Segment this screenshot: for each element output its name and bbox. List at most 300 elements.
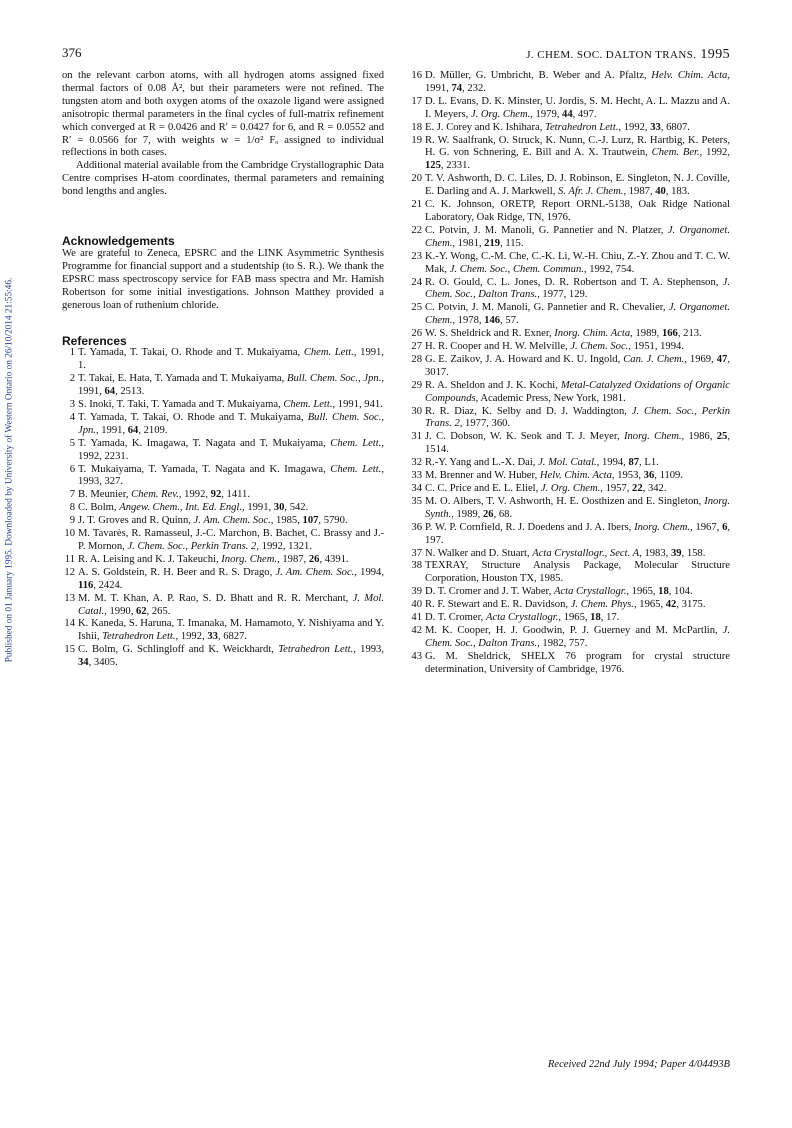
reference-number: 24	[411, 276, 422, 288]
reference-number: 27	[411, 341, 422, 353]
reference-text	[425, 122, 730, 135]
reference-item	[409, 625, 730, 651]
reference-journal: Chem. Ber.	[651, 147, 700, 159]
reference-journal: Tetrahedron Lett.	[545, 121, 619, 133]
reference-pages: , 542.	[284, 502, 309, 514]
reference-item	[62, 554, 384, 567]
download-stamp	[2, 150, 16, 790]
reference-number: 7	[69, 489, 75, 501]
reference-details: , 1992, 1321.	[256, 541, 312, 552]
reference-text	[425, 380, 730, 406]
reference-pages: , 2331.	[440, 160, 471, 172]
reference-authors: D. T. Cromer,	[425, 612, 486, 624]
reference-number: 36	[411, 521, 422, 533]
reference-journal: J. Chem. Soc., Dalton Trans.	[425, 624, 730, 649]
reference-journal: Angew. Chem., Int. Ed. Engl.	[119, 502, 243, 514]
reference-journal: Chem. Rev.	[131, 489, 179, 501]
reference-details: , 1978,	[452, 315, 485, 327]
reference-number: 29	[411, 379, 422, 391]
reference-authors: R. F. Stewart and E. R. Davidson,	[425, 599, 571, 611]
reference-number: 22	[411, 224, 422, 236]
reference-details: , 1991, 1.	[78, 347, 384, 372]
reference-pages: , 342.	[642, 483, 667, 494]
reference-details: , 1991,	[78, 373, 384, 398]
reference-pages: , 3017.	[425, 353, 730, 378]
reference-item	[409, 251, 730, 277]
reference-journal: Inorg. Chem.	[221, 553, 278, 565]
reference-authors: R. O. Gould, C. L. Jones, D. R. Robertson and T. A. Stephenson,	[425, 276, 723, 288]
reference-authors: T. Takai, E. Hata, T. Yamada and T. Mukaiyama,	[78, 373, 287, 385]
reference-volume: 18	[658, 586, 669, 598]
reference-journal: Helv. Chim. Acta	[539, 470, 612, 482]
acknowledgements-text: We are grateful to Zeneca, EPSRC and the LINK Asymmetric Synthesis Programme for financial support and a studentship (to S. R.). We thank the EPSRC mass spectroscopy service for FAB mass spectra and Mr. Hamish Robertson for some initial investigations. Johnson Matthey provided a generous loan of ruthenium chloride.	[62, 247, 384, 311]
reference-number: 26	[411, 328, 422, 340]
reference-authors: M. M. T. Khan, A. P. Rao, S. D. Bhatt and R. R. Merchant,	[78, 592, 353, 604]
reference-item	[409, 599, 730, 612]
reference-details: , 1991,	[425, 70, 730, 94]
reference-authors: T. Yamada, K. Imagawa, T. Nagata and T. Mukaiyama,	[78, 437, 331, 449]
reference-item	[62, 528, 384, 554]
reference-volume: 42	[665, 599, 677, 611]
reference-text	[425, 586, 730, 599]
reference-pages: , 115.	[500, 237, 524, 249]
reference-journal: S. Afr. J. Chem.	[558, 186, 624, 198]
reference-journal: Tetrahedron Lett.	[278, 644, 354, 656]
reference-text	[425, 548, 730, 561]
reference-item	[409, 277, 730, 303]
reference-details: , 1993, 327.	[78, 463, 384, 488]
reference-journal: Chem. Lett.	[303, 347, 354, 359]
reference-number: 10	[64, 528, 75, 540]
reference-authors: D. L. Evans, D. K. Minster, U. Jordis, S. M. Hecht, A. L. Mazzu and A. I. Meyers,	[425, 95, 730, 120]
reference-details: , 1957,	[600, 483, 633, 494]
reference-journal: Acta Crystallogr.	[485, 612, 559, 624]
reference-volume: 26	[482, 508, 494, 520]
reference-journal: J. Organomet. Chem.	[425, 302, 731, 327]
reference-text	[78, 489, 384, 502]
reference-volume: 62	[135, 605, 147, 617]
reference-journal: J. Org. Chem.	[540, 483, 601, 494]
reference-text	[425, 483, 730, 496]
reference-number: 19	[411, 134, 422, 146]
reference-journal: Inorg. Chem.	[634, 521, 691, 533]
reference-item	[409, 470, 730, 483]
reference-journal: Chem. Lett.	[330, 463, 382, 475]
reference-text	[425, 457, 730, 470]
reference-details: , 1981,	[452, 237, 485, 249]
reference-text	[425, 96, 730, 122]
reference-item	[409, 522, 730, 548]
reference-details: , 1951, 1994.	[628, 341, 684, 353]
reference-authors: T. Mukaiyama, T. Yamada, T. Nagata and K. Imagawa,	[78, 463, 331, 475]
reference-details: , Academic Press, New York, 1981.	[475, 392, 626, 404]
reference-pages: , L1.	[639, 457, 659, 469]
reference-number: 37	[411, 547, 422, 559]
reference-number: 14	[64, 618, 75, 630]
reference-text	[78, 412, 384, 438]
reference-pages: , 104.	[668, 586, 693, 598]
reference-pages: , 232.	[462, 82, 486, 94]
reference-authors: R. A. Sheldon and J. K. Kochi,	[425, 379, 561, 391]
reference-text	[425, 431, 730, 457]
reference-volume: 64	[127, 424, 139, 436]
reference-text	[78, 593, 384, 619]
reference-item	[62, 644, 384, 670]
acknowledgements-heading: Acknowledgements	[62, 234, 175, 249]
reference-item	[409, 354, 730, 380]
reference-item	[62, 347, 384, 373]
reference-item	[409, 483, 730, 496]
reference-volume: 40	[655, 186, 666, 198]
reference-number: 39	[411, 586, 422, 598]
reference-text	[425, 251, 730, 277]
reference-number: 16	[411, 70, 422, 81]
reference-authors: C. Potvin, J. M. Manoli, G. Pannetier and R. Chevalier,	[425, 302, 669, 314]
reference-volume: 116	[78, 579, 94, 591]
reference-item	[409, 302, 730, 328]
reference-journal: Tetrahedron Lett.	[102, 631, 176, 643]
reference-authors: M. O. Albers, T. V. Ashworth, H. E. Oosthizen and E. Singleton,	[425, 495, 705, 507]
reference-number: 33	[411, 470, 422, 482]
reference-volume: 30	[273, 502, 285, 514]
reference-journal: Metal-Catalyzed Oxidations of Organic Compounds	[425, 379, 730, 404]
reference-authors: C. Bolm,	[78, 502, 120, 514]
reference-number: 30	[411, 405, 422, 417]
reference-volume: 39	[670, 547, 682, 559]
reference-authors: R. W. Saalfrank, O. Struck, K. Nunn, C.-J. Lurz, R. Hartbig, K. Peters, H. G. von Schnering, E. Bill and A. X. Trautwein,	[425, 134, 730, 159]
reference-journal: Inorg. Chem.	[623, 431, 682, 443]
reference-item	[409, 70, 730, 96]
reference-number: 31	[411, 431, 422, 443]
reference-details: , 1969,	[684, 353, 717, 365]
reference-volume: 33	[650, 121, 661, 133]
reference-details: , 1992, 2231.	[78, 437, 384, 462]
reference-number: 21	[411, 199, 422, 211]
reference-details: , 1965,	[626, 586, 659, 598]
reference-details: , 1992,	[175, 631, 208, 643]
reference-pages: , 265.	[146, 605, 171, 617]
left-column	[62, 70, 384, 670]
reference-authors: H. R. Cooper and H. W. Melville,	[425, 341, 571, 353]
reference-details: , 1994,	[354, 566, 384, 578]
reference-number: 18	[411, 121, 422, 133]
reference-details: , 1953,	[611, 470, 644, 482]
reference-pages: , 158.	[681, 547, 706, 559]
reference-pages: , 6827.	[217, 631, 248, 643]
reference-details: , 1987,	[277, 553, 309, 565]
reference-text	[425, 328, 730, 341]
reference-item	[409, 380, 730, 406]
reference-number: 32	[411, 457, 422, 469]
reference-item	[409, 96, 730, 122]
reference-number: 34	[411, 483, 422, 494]
reference-details: , 1992,	[618, 121, 651, 133]
reference-volume: 36	[643, 470, 655, 482]
reference-authors: N. Walker and D. Stuart,	[425, 547, 533, 559]
reference-volume: 22	[632, 483, 643, 494]
reference-authors: T. V. Ashworth, D. C. Liles, D. J. Robinson, E. Singleton, N. J. Coville, E. Darling and A. J. Markwell,	[425, 173, 730, 198]
reference-details: , 1992,	[178, 489, 211, 501]
reference-item	[409, 135, 730, 174]
reference-authors: W. S. Sheldrick and R. Exner,	[425, 328, 555, 340]
reference-number: 42	[411, 624, 422, 636]
reference-journal: J. Chem. Soc., Chem. Commun.	[449, 263, 584, 275]
reference-volume: 92	[210, 489, 222, 501]
reference-journal: Inorg. Chim. Acta	[554, 328, 631, 340]
reference-volume: 34	[78, 657, 89, 669]
reference-journal: J. Mol. Catal.	[538, 457, 597, 469]
reference-authors: T. Yamada, T. Takai, O. Rhode and T. Mukaiyama,	[78, 347, 304, 359]
reference-number: 28	[411, 353, 422, 365]
reference-number: 15	[64, 644, 75, 656]
reference-item	[62, 399, 384, 412]
reference-authors: J. C. Dobson, W. K. Seok and T. J. Meyer,	[425, 431, 624, 443]
reference-text	[425, 277, 730, 303]
reference-journal: J. Organomet. Chem.	[425, 224, 730, 249]
reference-text	[78, 528, 384, 554]
reference-journal: Can. J. Chem.	[623, 353, 685, 365]
reference-authors: T. Yamada, T. Takai, O. Rhode and T. Mukaiyama,	[78, 411, 308, 423]
reference-text	[425, 225, 730, 251]
running-head	[526, 47, 730, 63]
reference-number: 6	[69, 463, 75, 475]
reference-volume: 26	[308, 553, 320, 565]
reference-text	[425, 612, 730, 625]
reference-details: , 1992, 754.	[583, 263, 635, 275]
reference-item	[62, 593, 384, 619]
reference-details: , 1986,	[681, 431, 717, 443]
reference-number: 41	[411, 612, 422, 624]
reference-pages: , 197.	[425, 521, 731, 546]
reference-text	[78, 554, 384, 567]
reference-authors: D. Müller, G. Umbricht, B. Weber and A. Pfaltz,	[425, 70, 652, 81]
reference-item	[409, 328, 730, 341]
reference-volume: 146	[484, 315, 501, 327]
reference-authors: G. M. Sheldrick, SHELX 76 program for crystal structure determination, University of Cambridge, 1976.	[425, 650, 730, 675]
reference-journal: Inorg. Synth.	[425, 495, 730, 520]
reference-number: 4	[69, 411, 75, 423]
reference-item	[409, 341, 730, 354]
references-heading: References	[62, 333, 127, 348]
reference-authors: M. K. Cooper, H. J. Goodwin, P. J. Guerney and M. McPartlin,	[425, 624, 723, 636]
reference-number: 23	[411, 250, 422, 262]
reference-volume: 64	[104, 386, 116, 398]
reference-journal: Bull. Chem. Soc., Jpn.	[78, 411, 384, 436]
reference-authors: A. S. Goldstein, R. H. Beer and R. S. Drago,	[78, 566, 276, 578]
reference-journal: Acta Crystallogr.	[553, 586, 627, 598]
reference-item	[409, 548, 730, 561]
reference-item	[62, 618, 384, 644]
reference-details: , 1991, 941.	[332, 399, 383, 411]
reference-volume: 125	[425, 160, 441, 172]
journal-year: 1995	[700, 47, 730, 62]
reference-text	[425, 70, 730, 96]
reference-pages: , 5790.	[318, 515, 348, 527]
reference-journal: Chem. Lett.	[283, 399, 333, 411]
reference-text	[425, 625, 730, 651]
reference-details: , 1967,	[690, 521, 723, 533]
reference-authors: R. R. Diaz, K. Selby and D. J. Waddington,	[425, 405, 632, 417]
reference-volume: 87	[628, 457, 640, 469]
reference-item	[409, 406, 730, 432]
reference-item	[409, 225, 730, 251]
reference-pages: , 4391.	[319, 553, 349, 565]
reference-number: 17	[411, 95, 422, 107]
reference-pages: , 1514.	[425, 431, 730, 456]
reference-details: , 1993,	[353, 644, 384, 656]
reference-authors: C. K. Johnson, ORETP, Report ORNL-5138, Oak Ridge National Laboratory, Oak Ridge, TN, 1976.	[425, 199, 730, 223]
reference-item	[62, 502, 384, 515]
reference-text	[78, 399, 384, 412]
reference-item	[409, 586, 730, 599]
reference-volume: 166	[661, 328, 678, 340]
reference-authors: C. C. Price and E. L. Eliel,	[425, 483, 541, 494]
reference-text	[78, 644, 384, 670]
reference-list-right	[409, 70, 730, 677]
reference-number: 25	[411, 302, 422, 314]
reference-details: , 1985,	[270, 515, 303, 527]
reference-authors: D. T. Cromer and J. T. Waber,	[425, 586, 554, 598]
reference-item	[62, 438, 384, 464]
reference-pages: , 213.	[677, 328, 702, 340]
reference-item	[409, 651, 730, 677]
reference-number: 8	[69, 502, 75, 514]
reference-authors: R. A. Leising and K. J. Takeuchi,	[78, 553, 222, 565]
reference-journal: J. Am. Chem. Soc.	[275, 566, 355, 578]
reference-pages: , 3405.	[88, 657, 118, 669]
reference-item	[409, 560, 730, 586]
reference-text	[425, 341, 730, 354]
reference-volume: 44	[562, 108, 573, 120]
reference-text	[425, 302, 730, 328]
reference-volume: 6	[722, 521, 728, 533]
reference-authors: M. Brenner and W. Huber,	[425, 470, 540, 482]
reference-number: 12	[64, 566, 75, 578]
reference-pages: , 1411.	[221, 489, 250, 501]
reference-item	[62, 567, 384, 593]
reference-volume: 107	[302, 515, 319, 527]
reference-text	[78, 347, 384, 373]
reference-details: , 1991,	[95, 424, 128, 436]
reference-text	[425, 173, 730, 199]
reference-pages: , 6807.	[660, 121, 690, 133]
reference-authors: R.-Y. Yang and L.-X. Dai,	[425, 457, 539, 469]
right-column	[409, 70, 730, 677]
journal-name: J. CHEM. SOC. DALTON TRANS.	[526, 49, 697, 61]
reference-details: , 1965,	[633, 599, 666, 611]
reference-pages: , 2109.	[138, 424, 168, 436]
reference-details: , 1990,	[104, 605, 136, 617]
reference-text	[78, 373, 384, 399]
reference-text	[425, 406, 730, 432]
reference-authors: E. J. Corey and K. Ishihara,	[425, 121, 546, 133]
reference-authors: K. Kaneda, S. Haruna, T. Imanaka, M. Hamamoto, Y. Nishiyama and Y. Ishii,	[78, 618, 384, 643]
reference-number: 38	[411, 560, 422, 572]
reference-authors: J. T. Groves and R. Quinn,	[78, 515, 194, 527]
reference-number: 11	[64, 553, 75, 565]
reference-details: , 1987,	[623, 186, 656, 198]
reference-number: 5	[69, 437, 75, 449]
reference-item	[409, 199, 730, 225]
reference-journal: J. Chem. Soc., Perkin Trans. 2	[127, 541, 257, 552]
reference-details: , 1989,	[451, 508, 483, 520]
download-stamp-text: Published on 01 January 1995. Downloaded by University of Western Ontario on 26/10/2014 21:55:46.	[4, 277, 15, 663]
reference-journal: J. Chem. Soc.	[570, 341, 629, 353]
reference-item	[409, 431, 730, 457]
reference-pages: , 2424.	[93, 579, 123, 591]
reference-authors: S. Inoki, T. Taki, T. Yamada and T. Mukaiyama,	[78, 399, 284, 411]
reference-volume: 18	[590, 612, 601, 624]
reference-journal: J. Chem. Phys.	[570, 599, 634, 611]
reference-item	[62, 464, 384, 490]
reference-item	[62, 515, 384, 528]
reference-details: , 1989,	[630, 328, 662, 340]
received-line: Received 22nd July 1994; Paper 4/04493B	[547, 1059, 730, 1070]
reference-number: 2	[69, 373, 75, 385]
reference-number: 40	[411, 599, 422, 611]
reference-journal: Bull. Chem. Soc., Jpn.	[287, 373, 382, 385]
reference-authors: P. W. P. Cornfield, R. J. Doedens and J. A. Ibers,	[425, 521, 635, 533]
reference-pages: , 1109.	[654, 470, 684, 482]
reference-item	[409, 122, 730, 135]
reference-number: 1	[69, 347, 75, 359]
reference-text	[425, 199, 730, 225]
reference-text	[78, 618, 384, 644]
reference-authors: C. Bolm, G. Schlingloff and K. Weickhardt,	[78, 644, 279, 656]
reference-authors: B. Meunier,	[78, 489, 132, 501]
reference-text	[425, 135, 730, 174]
reference-journal: Helv. Chim. Acta	[651, 70, 728, 81]
reference-number: 43	[411, 650, 422, 662]
reference-text	[425, 522, 730, 548]
reference-authors: C. Potvin, J. M. Manoli, G. Pannetier and N. Platzer,	[425, 224, 668, 236]
reference-text	[78, 464, 384, 490]
reference-journal: J. Am. Chem. Soc.	[193, 515, 271, 527]
reference-pages: , 68.	[493, 508, 513, 520]
reference-text	[78, 515, 384, 528]
reference-journal: J. Chem. Soc., Perkin Trans. 2	[425, 405, 730, 430]
reference-text	[425, 560, 730, 586]
reference-pages: , 2513.	[115, 386, 145, 398]
reference-item	[409, 173, 730, 199]
reference-pages: , 497.	[572, 108, 597, 120]
reference-text	[78, 567, 384, 593]
reference-journal: J. Mol. Catal.	[78, 592, 385, 617]
reference-number: 35	[411, 495, 422, 507]
reference-authors: K.-Y. Wong, C.-M. Che, C.-K. Li, W.-H. Chiu, Z.-Y. Zhou and T. C. W. Mak,	[425, 250, 730, 275]
reference-volume: 219	[484, 237, 501, 249]
reference-text	[425, 470, 730, 483]
reference-text	[78, 438, 384, 464]
reference-number: 20	[411, 173, 422, 185]
reference-details: , 1977, 360.	[459, 418, 511, 430]
reference-details: , 1994,	[596, 457, 629, 469]
reference-pages: , 3175.	[676, 599, 706, 611]
reference-volume: 74	[451, 82, 463, 94]
page-number: 376	[62, 45, 82, 60]
reference-text	[78, 502, 384, 515]
reference-journal: J. Chem. Soc., Dalton Trans.	[425, 276, 730, 301]
reference-list-left	[62, 347, 384, 670]
reference-details: , 1991,	[242, 502, 274, 514]
reference-pages: , 17.	[600, 612, 620, 624]
reference-item	[62, 412, 384, 438]
reference-item	[409, 496, 730, 522]
reference-text	[425, 496, 730, 522]
reference-details: , 1979,	[530, 108, 563, 120]
reference-volume: 25	[716, 431, 728, 443]
reference-pages: , 57.	[500, 315, 519, 327]
